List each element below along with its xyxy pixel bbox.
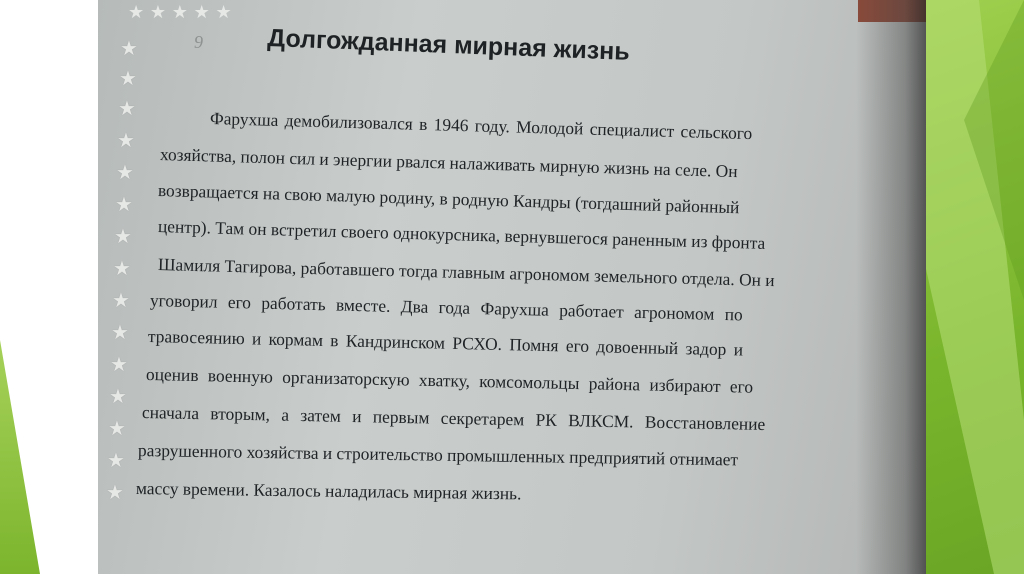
text-line: сначала вторым, а затем и первым секретарем РК ВЛКСМ. Восстановление xyxy=(141,402,766,434)
star-icon: ★ xyxy=(116,160,134,184)
star-icon: ★ xyxy=(114,224,132,248)
star-icon: ★ xyxy=(118,96,136,120)
star-icon: ★ xyxy=(106,480,124,504)
star-icon: ★ xyxy=(193,2,210,23)
book-page-photo xyxy=(98,0,926,574)
star-icon: ★ xyxy=(107,448,125,472)
text-line: Фарухша демобилизовался в 1946 году. Молодой специалист сельского xyxy=(209,108,753,144)
star-icon: ★ xyxy=(108,416,126,440)
star-icon: ★ xyxy=(113,256,131,280)
star-icon: ★ xyxy=(109,384,127,408)
text-line: массу времени. Казалось наладилась мирная жизнь. xyxy=(135,478,522,504)
text-line: Шамиля Тагирова, работавшего тогда главным агрономом земельного отдела. Он и xyxy=(157,254,775,291)
text-line: травосеянию и кормам в Кандринском РСХО. Помня его довоенный задор и xyxy=(147,326,744,360)
text-line: оценив военную организаторскую хватку, комсомольцы района избирают его xyxy=(145,364,754,397)
star-border-left xyxy=(100,0,140,574)
star-icon: ★ xyxy=(120,36,138,60)
text-line: хозяйства, полон сил и энергии рвался налаживать мирную жизнь на селе. Он xyxy=(159,144,738,182)
star-icon: ★ xyxy=(149,2,167,23)
star-icon: ★ xyxy=(128,2,145,23)
star-icon: ★ xyxy=(117,128,135,152)
star-icon: ★ xyxy=(111,320,129,344)
page-fold-shadow xyxy=(856,0,926,574)
star-border-top xyxy=(128,2,232,23)
page-title: Долгожданная мирная жизнь xyxy=(266,24,631,66)
page-number: 9 xyxy=(194,32,203,52)
star-icon: ★ xyxy=(110,352,128,376)
star-icon: ★ xyxy=(171,2,188,23)
star-icon: ★ xyxy=(115,192,133,216)
text-line: разрушенного хозяйства и строительство промышленных предприятий отнимает xyxy=(137,440,739,470)
star-icon: ★ xyxy=(112,288,130,312)
green-decor-left xyxy=(0,340,40,574)
star-icon: ★ xyxy=(119,66,137,90)
text-line: уговорил его работать вместе. Два года Фарухша работает агрономом по xyxy=(149,290,744,325)
text-line: возвращается на свою малую родину, в родную Кандры (тогдашний районный xyxy=(157,180,740,218)
text-line: центр). Там он встретил своего однокурсника, вернувшегося раненным из фронта xyxy=(157,216,766,253)
star-icon: ★ xyxy=(215,2,232,23)
